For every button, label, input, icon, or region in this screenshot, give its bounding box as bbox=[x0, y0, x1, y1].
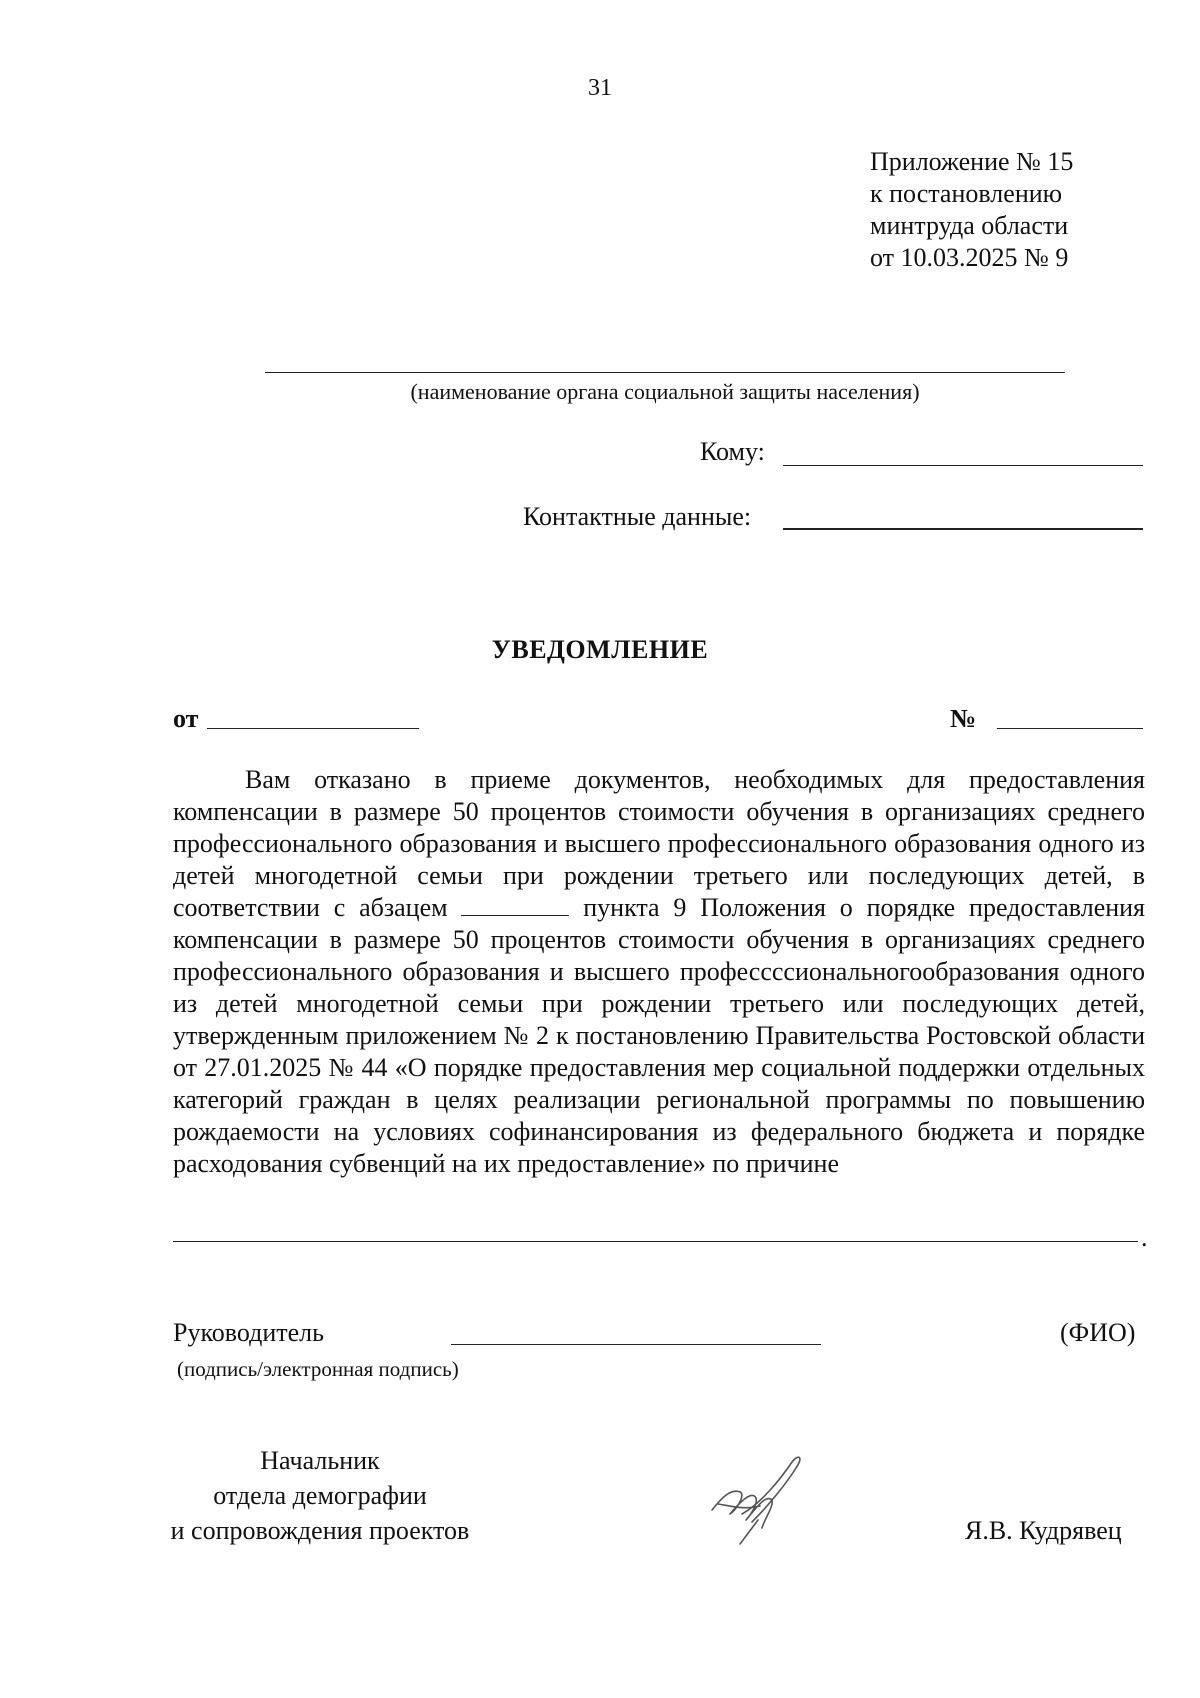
notice-text-part-1: Вам отказано в приеме документов, необходимых для предоставления компенсации в размере 50 процентов стоимости обучения в организациях среднего профессионального образования и высшего профессионального образования одного из детей многодетной семьи при рождении третьего или последующих детей, в соответствии с абзацем bbox=[173, 765, 1145, 922]
to-line bbox=[783, 465, 1143, 466]
number-label: № bbox=[950, 704, 977, 733]
appendix-line-2: к постановлению bbox=[870, 179, 1063, 208]
notice-body bbox=[173, 764, 1145, 1180]
notice-text-part-2: пункта 9 Положения о порядке предоставления компенсации в размере 50 процентов стоимости обучения в организациях среднего профессионального образования и высшего профессссиональногообразования одного из детей многодетной семьи при рождении третьего или последующих детей, утвержденным приложением № 2 к постановлению Правительства Ростовской области от 27.01.2025 № 44 «О порядке предоставления мер социальной поддержки отдельных категорий граждан в целях реализации региональной программы по повышению рождаемости на условиях софинансирования из федерального бюджета и порядке расходования субвенций на их предоставление» по причине bbox=[173, 893, 1146, 1178]
appendix-line-4: от 10.03.2025 № 9 bbox=[870, 243, 1069, 272]
handwritten-signature bbox=[700, 1440, 810, 1550]
position-line-1: Начальник bbox=[260, 1446, 380, 1475]
appendix-header bbox=[870, 146, 1190, 274]
notice-paragraph bbox=[173, 764, 1145, 1180]
head-label: Руководитель bbox=[173, 1318, 324, 1347]
to-label: Кому: bbox=[700, 437, 765, 466]
contact-label: Контактные данные: bbox=[523, 502, 752, 531]
reason-line bbox=[173, 1240, 1138, 1242]
page-number: 31 bbox=[588, 75, 612, 101]
position-line-2: отдела демографии bbox=[213, 1481, 427, 1510]
number-line bbox=[997, 728, 1143, 729]
org-name-caption: (наименование органа социальной защиты населения) bbox=[410, 379, 920, 404]
fio-label: (ФИО) bbox=[1060, 1318, 1136, 1347]
appendix-line-1: Приложение № 15 bbox=[870, 147, 1074, 176]
appendix-line-3: минтруда области bbox=[870, 211, 1069, 240]
signature-line bbox=[451, 1344, 821, 1345]
date-line bbox=[207, 728, 419, 729]
reason-period: . bbox=[1141, 1223, 1148, 1252]
signer-name: Я.В. Кудрявец bbox=[965, 1516, 1122, 1545]
paragraph-blank bbox=[461, 893, 569, 916]
contact-line bbox=[783, 528, 1143, 530]
position-line-3: и сопровождения проектов bbox=[170, 1516, 470, 1545]
org-name-line bbox=[265, 372, 1065, 373]
signer-position bbox=[150, 1445, 490, 1550]
document-title: УВЕДОМЛЕНИЕ bbox=[491, 635, 709, 664]
signature-caption: (подпись/электронная подпись) bbox=[177, 1357, 459, 1381]
date-label: от bbox=[173, 704, 199, 733]
